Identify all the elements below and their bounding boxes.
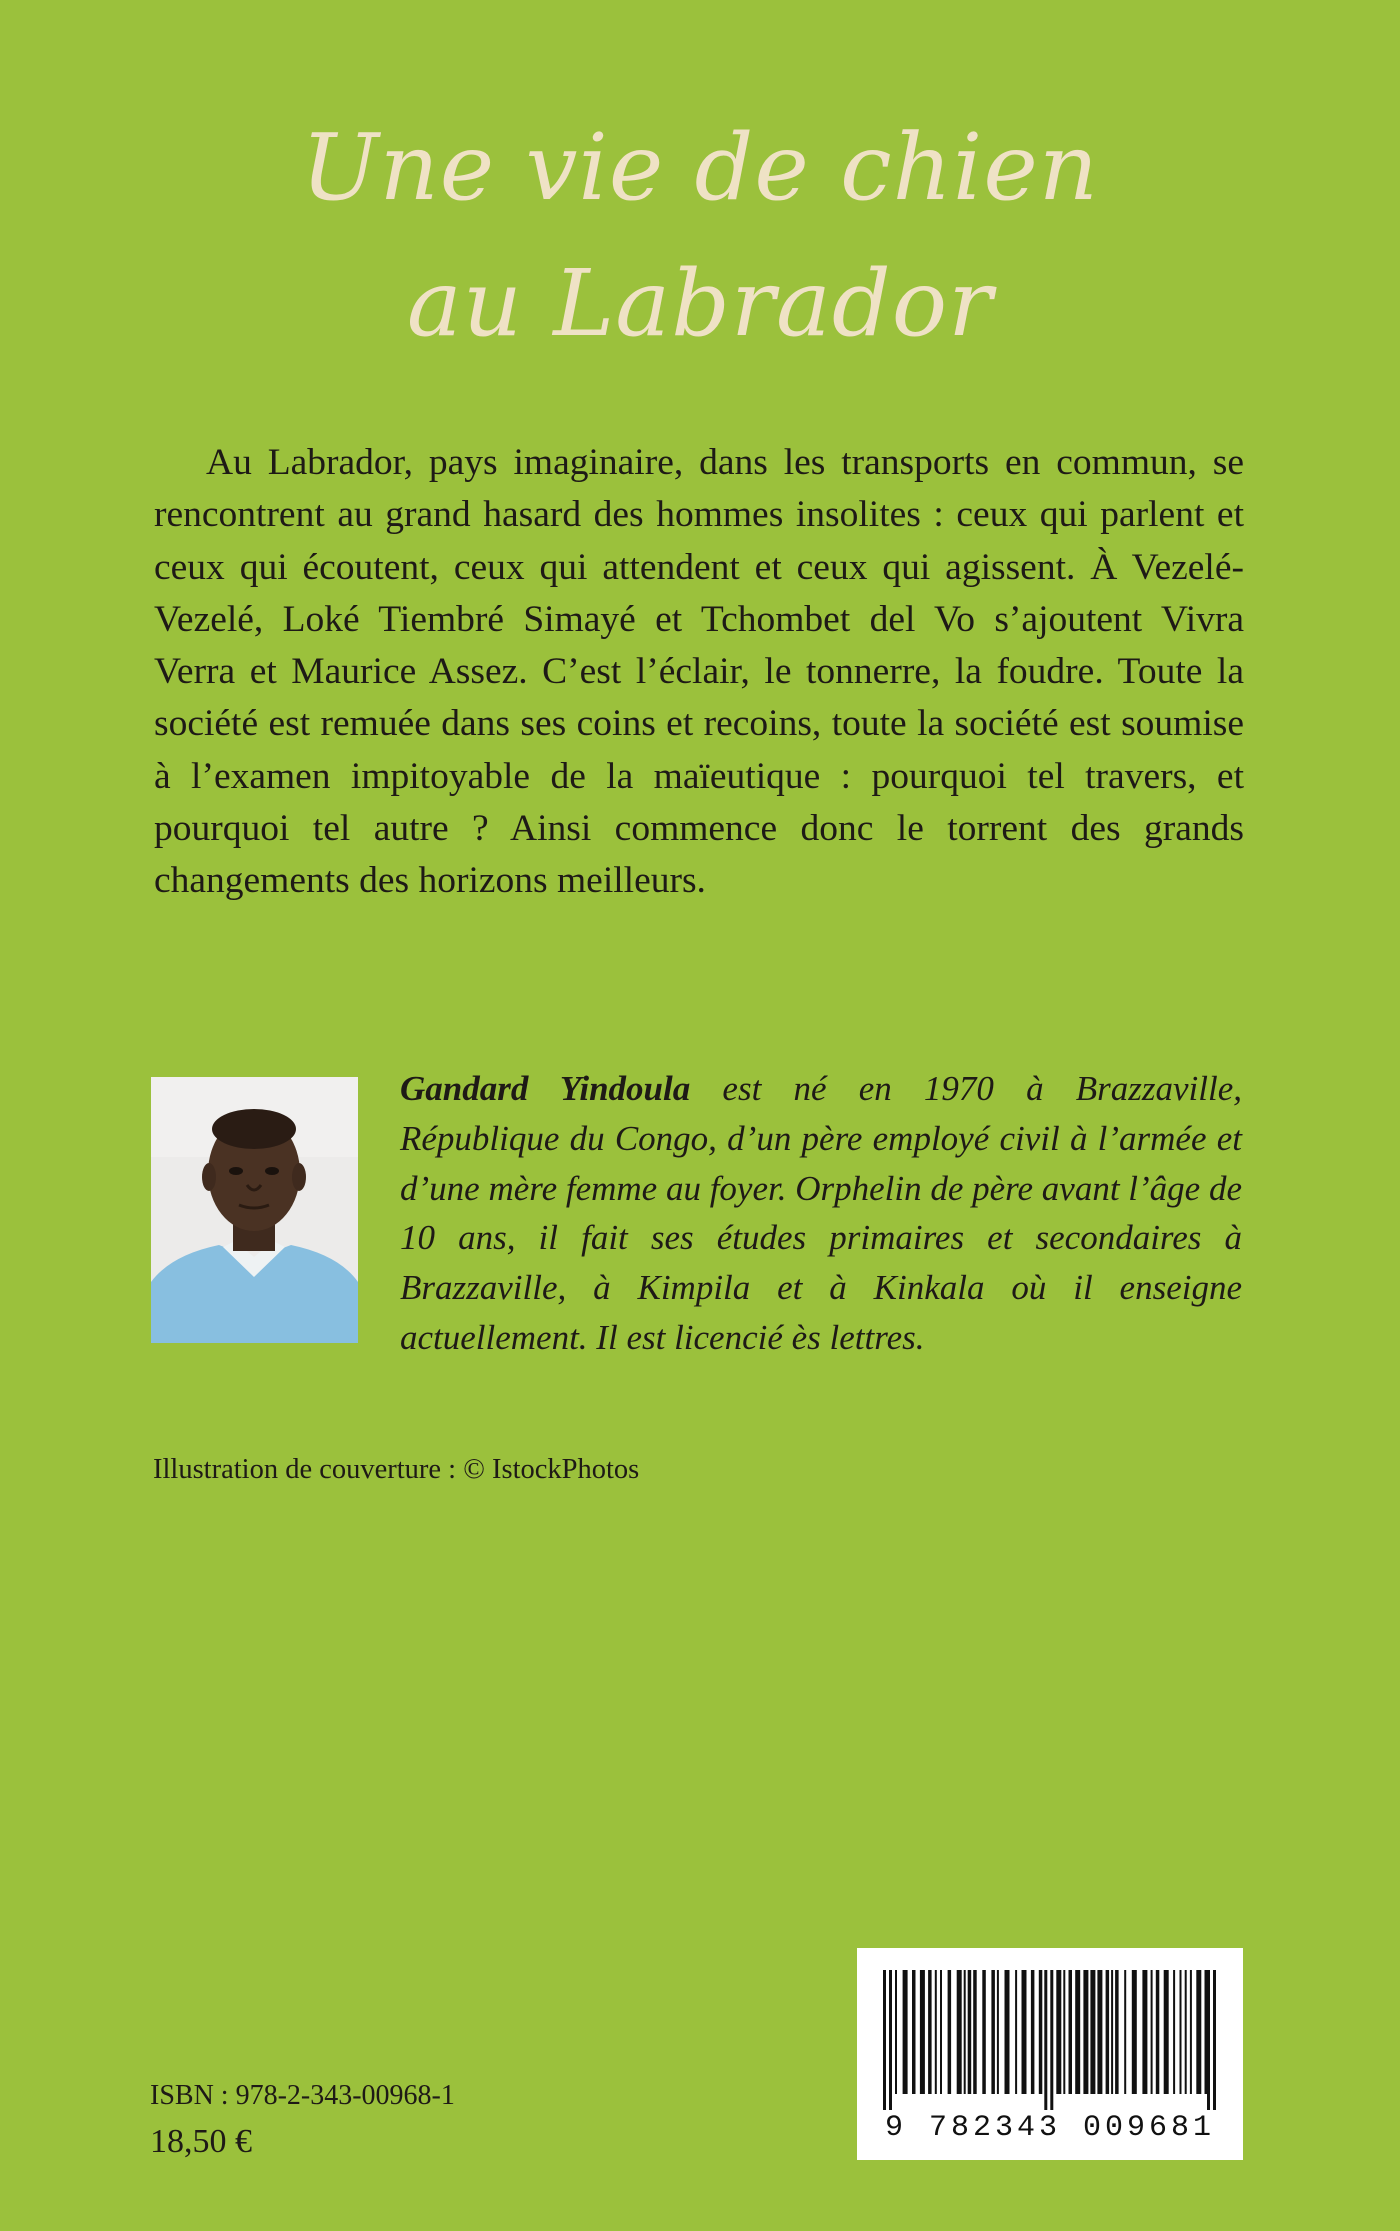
barcode-bar <box>1190 1970 1192 2094</box>
barcode-bar <box>1106 1970 1110 2094</box>
barcode-bar <box>1132 1970 1137 2094</box>
barcode-guard-bar <box>889 1970 892 2110</box>
barcode-bar <box>940 1970 942 2094</box>
barcode-bar <box>1196 1970 1201 2094</box>
barcode-bar <box>1164 1970 1169 2094</box>
barcode-bar <box>1156 1970 1160 2094</box>
book-title <box>0 100 1400 372</box>
barcode-bar <box>1075 1970 1080 2094</box>
barcode-bar <box>1097 1970 1102 2094</box>
barcode-bar <box>1005 1970 1010 2094</box>
barcode-bar <box>1063 1970 1065 2094</box>
book-title-line-1: Une vie de chien <box>300 114 1100 221</box>
barcode-bar <box>903 1970 908 2094</box>
barcode-bar <box>1124 1970 1126 2094</box>
book-summary-text: Au Labrador, pays imaginaire, dans les transports en commun, se rencontrent au grand hasard des hommes insolites : ceux qui parlent et ceux qui écoutent, ceux qui attendent et ceux qui agissent. À Vezelé-Vezelé, Loké Tiembré Simayé et Tchombet del Vo s’ajoutent Vivra Verra et Maurice Assez. C’est l’éclair, le tonnerre, la foudre. Toute la société est remuée dans ses coins et recoins, toute la société est soumise à l’examen impitoyable de la maïeutique : pourquoi tel travers, et pourquoi tel autre ? Ainsi commence donc le torrent des grands changements des horizons meilleurs. <box>154 442 1244 902</box>
barcode-bar <box>920 1970 925 2094</box>
barcode-graphic <box>857 1948 1243 2160</box>
barcode-bar <box>1185 1970 1187 2094</box>
barcode-bar <box>1015 1970 1017 2094</box>
author-biography <box>400 1064 1242 1363</box>
barcode-bar <box>957 1970 962 2094</box>
barcode-bar <box>1180 1970 1182 2094</box>
barcode-bar <box>1031 1970 1035 2094</box>
barcode-bar <box>895 1970 897 2094</box>
barcode-bar <box>1115 1970 1119 2094</box>
barcode <box>857 1948 1243 2160</box>
barcode-digits: 9 782343 009681 <box>884 2111 1216 2145</box>
barcode-bar <box>1142 1970 1147 2094</box>
barcode-guard-bar <box>1050 1970 1053 2110</box>
barcode-bar <box>1083 1970 1088 2094</box>
book-title-line-2: au Labrador <box>406 250 994 357</box>
barcode-bar <box>1056 1970 1061 2094</box>
barcode-bar <box>1022 1970 1027 2094</box>
book-price: 18,50 € <box>150 2123 252 2160</box>
barcode-bar <box>964 1970 966 2094</box>
barcode-bar <box>948 1970 952 2094</box>
barcode-bar <box>997 1970 999 2094</box>
barcode-bar <box>1090 1970 1095 2094</box>
barcode-bar <box>1173 1970 1175 2094</box>
barcode-guard-bar <box>1044 1970 1047 2110</box>
author-name: Gandard Yindoula <box>400 1069 691 1108</box>
barcode-bar <box>991 1970 995 2094</box>
author-photo <box>151 1077 358 1343</box>
barcode-bar <box>1069 1970 1073 2094</box>
isbn-number: ISBN : 978-2-343-00968-1 <box>150 2080 455 2111</box>
barcode-bar <box>982 1970 986 2094</box>
barcode-bars <box>883 1970 1216 2110</box>
barcode-bar <box>935 1970 937 2094</box>
barcode-bar <box>973 1970 977 2094</box>
barcode-bar <box>1039 1970 1043 2094</box>
author-portrait-image <box>151 1077 358 1343</box>
barcode-bar <box>1111 1970 1113 2094</box>
cover-illustration-credit: Illustration de couverture : © IstockPhotos <box>153 1454 640 1485</box>
barcode-guard-bar <box>1207 1970 1210 2110</box>
barcode-bar <box>968 1970 972 2094</box>
author-bio-text: est né en 1970 à Brazzaville, République du Congo, d’un père employé civil à l’armée et d’une mère femme au foyer. Orphelin de père avant l’âge de 10 ans, il fait ses études primaires et secondaires à Brazzaville, à Kimpila et à Kinkala où il enseigne actuellement. Il est licencié ès lettres. <box>400 1069 1243 1357</box>
book-summary <box>154 437 1244 908</box>
barcode-bar <box>1151 1970 1153 2094</box>
barcode-bar <box>912 1970 916 2094</box>
barcode-guard-bar <box>883 1970 886 2110</box>
barcode-guard-bar <box>1213 1970 1216 2110</box>
barcode-bar <box>928 1970 932 2094</box>
